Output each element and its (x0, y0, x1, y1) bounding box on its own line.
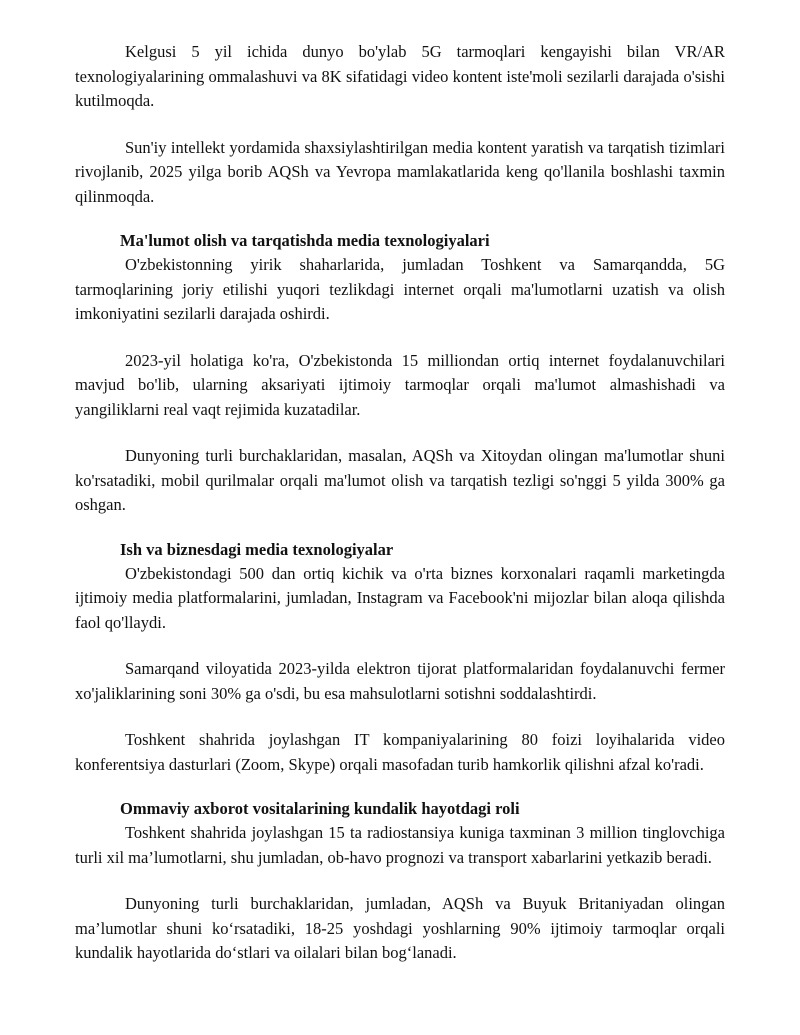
intro-paragraph-2: Sun'iy intellekt yordamida shaxsiylashtirilgan media kontent yaratish va tarqatish tizimlari rivojlanib, 2025 yilga borib AQSh va Yevropa mamlakatlarida keng qo'llanila boshlashi taxmin qilinmoqda. (75, 137, 725, 206)
section-1-paragraph-3: Dunyoning turli burchaklaridan, masalan, AQSh va Xitoydan olingan ma'lumotlar shuni ko'rsatadiki, mobil qurilmalar orqali ma'lumot olish va tarqatish tezligi so'nggi 5 yilda 300% ga oshgan. (75, 446, 725, 514)
section-2-paragraph-1: O'zbekistondagi 500 dan ortiq kichik va o'rta biznes korxonalari raqamli marketingda ijtimoiy media platformalarini, jumladan, Instagram va Facebook'ni mijozlar bilan aloqa qilishda faol qo'llaydi. (75, 563, 725, 632)
section-2-paragraph-3: Toshkent shahrida joylashgan IT kompaniyalarining 80 foizi loyihalarida video konferentsiya dasturlari (Zoom, Skype) orqali masofadan turib hamkorlik qilishni afzal ko'radi. (75, 730, 725, 774)
intro-paragraph-1: Kelgusi 5 yil ichida dunyo bo'ylab 5G tarmoqlari kengayishi bilan VR/AR texnologiyalarining ommalashuvi va 8K sifatidagi video kontent iste'moli sezilarli darajada o'sishi kutilmoqda. (75, 42, 725, 110)
section-2-paragraph-2: Samarqand viloyatida 2023-yilda elektron tijorat platformalaridan foydalanuvchi fermer xo'jaliklarining soni 30% ga o'sdi, bu esa mahsulotlarni sotishni soddalashtirdi. (75, 659, 725, 703)
section-heading-media-info: Ma'lumot olish va tarqatishda media texnologiyalari (120, 231, 490, 250)
section-1-paragraph-2: 2023-yil holatiga ko'ra, O'zbekistonda 15 milliondan ortiq internet foydalanuvchilari mavjud bo'lib, ularning aksariyati ijtimoiy tarmoqlar orqali ma'lumot almashishadi va yangiliklarni real vaqt rejimida kuzatadilar. (75, 350, 725, 419)
section-heading-business-media: Ish va biznesdagi media texnologiyalar (120, 539, 394, 559)
section-3-paragraph-2: Dunyoning turli burchaklaridan, jumladan, AQSh va Buyuk Britaniyadan olingan ma’lumotlar shuni ko‘rsatadiki, 18-25 yoshdagi yoshlarning 90% ijtimoiy tarmoqlar orqali kundalik hayotlarida do‘stlari va oilalari bilan bog‘lanadi. (75, 894, 725, 962)
section-3-paragraph-1: Toshkent shahrida joylashgan 15 ta radiostansiya kuniga taxminan 3 million tinglovchiga turli xil ma’lumotlarni, shu jumladan, ob-havo prognozi va transport xabarlarini yetkazib beradi. (75, 823, 725, 867)
section-1-paragraph-1: O'zbekistonning yirik shaharlarida, jumladan Toshkent va Samarqandda, 5G tarmoqlarining joriy etilishi yuqori tezlikdagi internet orqali ma'lumotlarni uzatish va olish imkoniyatini sezilarli darajada oshirdi. (75, 255, 725, 323)
section-heading-mass-media-role: Ommaviy axborot vositalarining kundalik hayotdagi roli (120, 799, 520, 818)
